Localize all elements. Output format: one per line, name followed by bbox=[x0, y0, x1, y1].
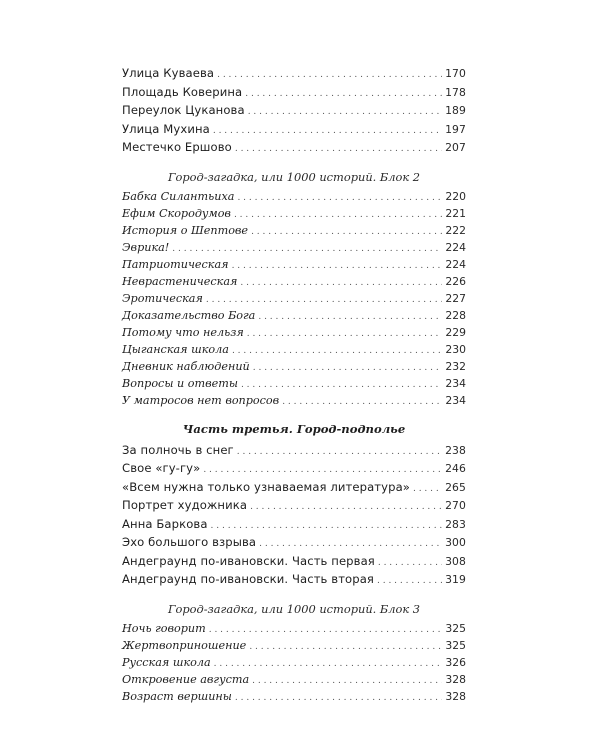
dot-leader bbox=[251, 224, 442, 241]
dot-leader bbox=[232, 258, 443, 275]
entry-page: 207 bbox=[445, 141, 466, 154]
entry-title: Местечко Ершово bbox=[122, 140, 232, 154]
toc-entry bbox=[122, 654, 466, 671]
block-2-entries bbox=[122, 188, 466, 409]
entry-page: 170 bbox=[445, 67, 466, 80]
entry-title: Цыганская школа bbox=[122, 342, 229, 356]
entry-title: Доказательство Бога bbox=[122, 308, 256, 322]
entry-title: Потому что нельзя bbox=[122, 325, 244, 339]
entry-page: 328 bbox=[445, 689, 466, 703]
entry-page: 226 bbox=[445, 274, 466, 288]
dot-leader bbox=[378, 554, 442, 573]
entry-page: 325 bbox=[445, 621, 466, 635]
entry-page: 220 bbox=[445, 189, 466, 203]
entry-title: У матросов нет вопросов bbox=[122, 393, 280, 407]
entry-title: Патриотическая bbox=[122, 257, 229, 271]
entry-page: 224 bbox=[445, 240, 466, 254]
toc-entry bbox=[122, 358, 466, 375]
dot-leader bbox=[235, 140, 442, 159]
block-3-title: Город-загадка, или 1000 историй. Блок 3 bbox=[167, 601, 421, 616]
toc-entry bbox=[122, 324, 466, 341]
entry-title: Эврика! bbox=[122, 240, 170, 254]
entry-page: 229 bbox=[445, 325, 466, 339]
top-entries bbox=[122, 64, 466, 157]
entry-page: 319 bbox=[445, 573, 466, 586]
toc-entry bbox=[122, 478, 466, 497]
entry-title: Жертвоприношение bbox=[122, 638, 247, 652]
entry-title: Портрет художника bbox=[122, 498, 248, 512]
entry-page: 234 bbox=[445, 393, 466, 407]
entry-page: 265 bbox=[445, 480, 466, 494]
entry-title: За полночь в снег bbox=[122, 442, 234, 457]
entry-page: 270 bbox=[445, 499, 466, 512]
entry-title: Ефим Скородумов bbox=[122, 206, 231, 220]
entry-title: Откровение августа bbox=[122, 672, 250, 686]
entry-page: 238 bbox=[445, 443, 466, 457]
entry-page: 325 bbox=[445, 638, 466, 652]
block-2-title: Город-загадка, или 1000 историй. Блок 2 bbox=[167, 169, 421, 184]
toc-entry bbox=[122, 138, 466, 157]
toc-entry bbox=[122, 188, 466, 205]
dot-leader bbox=[250, 498, 442, 517]
entry-title: Анна Баркова bbox=[122, 516, 208, 531]
entry-page: 300 bbox=[445, 536, 466, 549]
dot-leader bbox=[282, 394, 442, 411]
entry-page: 222 bbox=[445, 223, 466, 237]
entry-page: 232 bbox=[445, 359, 466, 373]
entry-title: Русская школа bbox=[122, 655, 211, 669]
toc-entry bbox=[122, 341, 466, 358]
dot-leader bbox=[249, 639, 442, 656]
dot-leader bbox=[245, 85, 442, 104]
entry-page: 178 bbox=[445, 85, 466, 99]
entry-page: 197 bbox=[445, 122, 466, 136]
toc-entry bbox=[122, 688, 466, 705]
toc-entry bbox=[122, 273, 466, 290]
entry-page: 189 bbox=[445, 104, 466, 117]
toc-entry bbox=[122, 120, 466, 139]
entry-page: 228 bbox=[445, 308, 466, 322]
toc-entry bbox=[122, 515, 466, 534]
entry-page: 308 bbox=[445, 554, 466, 568]
entry-title: Переулок Цуканова bbox=[122, 103, 245, 117]
entry-title: Андеграунд по-ивановски. Часть вторая bbox=[122, 572, 374, 586]
dot-leader bbox=[413, 480, 442, 499]
toc-entry bbox=[122, 83, 466, 102]
toc-entry bbox=[122, 256, 466, 273]
toc-entry bbox=[122, 459, 466, 478]
entry-title: Вопросы и ответы bbox=[122, 376, 238, 390]
toc-entry bbox=[122, 205, 466, 222]
dot-leader bbox=[377, 572, 442, 591]
dot-leader bbox=[240, 275, 442, 292]
toc-entry bbox=[122, 64, 466, 83]
toc-entry bbox=[122, 637, 466, 654]
toc-entry bbox=[122, 101, 466, 120]
entry-title: Возраст вершины bbox=[122, 689, 232, 703]
toc-entry bbox=[122, 307, 466, 324]
toc-entry bbox=[122, 570, 466, 589]
entry-title: Эхо большого взрыва bbox=[122, 535, 257, 549]
entry-title: История о Шептове bbox=[122, 223, 249, 237]
entry-title: «Всем нужна только узнаваемая литература» bbox=[122, 479, 410, 494]
dot-leader bbox=[252, 673, 442, 690]
toc-entry bbox=[122, 496, 466, 515]
entry-title: Неврастеническая bbox=[122, 274, 238, 288]
entry-page: 221 bbox=[445, 206, 466, 220]
toc-entry bbox=[122, 620, 466, 637]
entry-page: 246 bbox=[445, 462, 466, 475]
table-of-contents bbox=[122, 64, 466, 705]
entry-page: 227 bbox=[445, 291, 466, 305]
entry-page: 224 bbox=[445, 257, 466, 271]
toc-entry bbox=[122, 375, 466, 392]
entry-title: Свое «гу-гу» bbox=[122, 461, 201, 475]
toc-entry bbox=[122, 533, 466, 552]
toc-entry bbox=[122, 222, 466, 239]
dot-leader bbox=[247, 326, 443, 343]
entry-title: Эротическая bbox=[122, 291, 203, 305]
dot-leader bbox=[235, 690, 442, 707]
toc-entry bbox=[122, 552, 466, 571]
dot-leader bbox=[213, 122, 442, 141]
toc-entry bbox=[122, 239, 466, 256]
entry-title: Дневник наблюдений bbox=[122, 359, 250, 373]
dot-leader bbox=[258, 309, 442, 326]
dot-leader bbox=[234, 207, 442, 224]
entry-title: Ночь говорит bbox=[122, 621, 206, 635]
entry-title: Улица Куваева bbox=[122, 66, 215, 80]
entry-title: Бабка Силантьиха bbox=[122, 189, 235, 203]
entry-page: 234 bbox=[445, 376, 466, 390]
toc-entry bbox=[122, 392, 466, 409]
entry-page: 326 bbox=[445, 655, 466, 669]
dot-leader bbox=[237, 443, 442, 462]
entry-page: 230 bbox=[445, 342, 466, 356]
dot-leader bbox=[232, 343, 442, 360]
block-3-entries bbox=[122, 620, 466, 705]
dot-leader bbox=[253, 360, 443, 377]
entry-page: 283 bbox=[445, 517, 466, 531]
entry-page: 328 bbox=[445, 672, 466, 686]
dot-leader bbox=[248, 103, 442, 122]
part-3-entries bbox=[122, 441, 466, 589]
dot-leader bbox=[237, 190, 442, 207]
part-3-title: Часть третья. Город-подполье bbox=[182, 421, 406, 436]
entry-title: Андеграунд по-ивановски. Часть первая bbox=[122, 553, 375, 568]
dot-leader bbox=[217, 66, 442, 85]
toc-entry bbox=[122, 441, 466, 460]
toc-entry bbox=[122, 671, 466, 688]
entry-title: Площадь Коверина bbox=[122, 84, 243, 99]
toc-entry bbox=[122, 290, 466, 307]
entry-title: Улица Мухина bbox=[122, 121, 210, 136]
